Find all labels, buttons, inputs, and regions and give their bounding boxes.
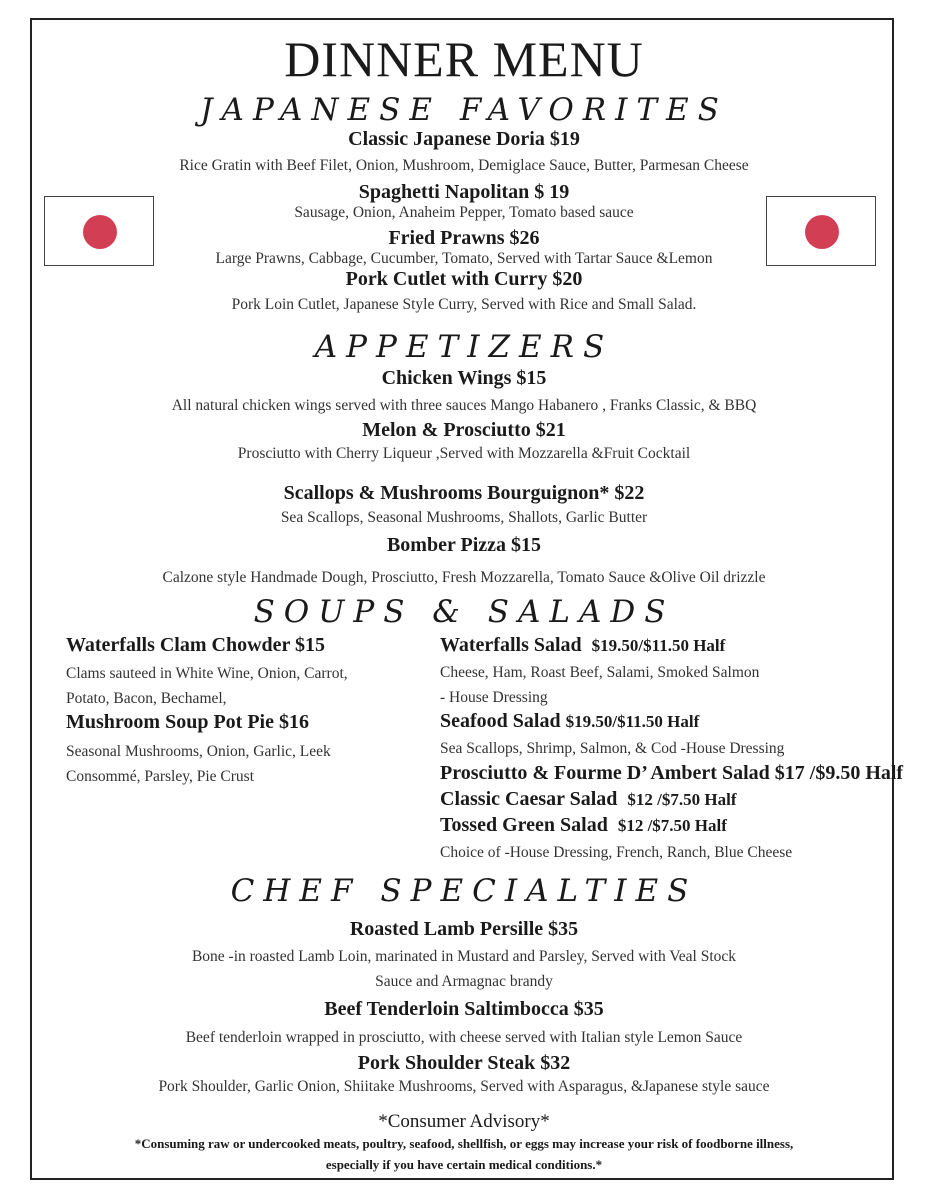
japan-flag-left [44, 196, 154, 266]
advisory-text: especially if you have certain medical conditions.* [325, 1157, 603, 1172]
menu-item-desc: - House Dressing [440, 689, 548, 706]
menu-item-desc: Potato, Bacon, Bechamel, [66, 690, 227, 707]
soups-column [66, 634, 348, 789]
menu-item-desc: Large Prawns, Cabbage, Cucumber, Tomato, Served with Tartar Sauce &Lemon [215, 250, 713, 267]
menu-item-name: Classic Caesar Salad $12 /$7.50 Half [440, 788, 737, 810]
menu-item-desc: Consommé, Parsley, Pie Crust [66, 768, 255, 785]
menu-item-name: Mushroom Soup Pot Pie $16 [66, 711, 309, 733]
section-heading-japanese: JAPANESE FAVORITES [200, 92, 728, 128]
menu-item-name: Scallops & Mushrooms Bourguignon* $22 [283, 482, 645, 504]
salads-column [440, 634, 903, 865]
menu-item-desc: Pork Shoulder, Garlic Onion, Shiitake Mushrooms, Served with Asparagus, &Japanese style sauce [158, 1078, 770, 1095]
flag-circle [805, 215, 839, 249]
menu-item-name: Pork Shoulder Steak $32 [357, 1052, 571, 1074]
menu-item-desc: Sausage, Onion, Anaheim Pepper, Tomato based sauce [294, 204, 634, 221]
price: $12 /$7.50 Half [617, 816, 727, 835]
menu-item-desc: Clams sauteed in White Wine, Onion, Carrot, [66, 665, 348, 682]
menu-item-name: Tossed Green Salad $12 /$7.50 Half [440, 814, 727, 836]
menu-item-name: Fried Prawns $26 [388, 227, 540, 249]
menu-item-desc: All natural chicken wings served with three sauces Mango Habanero , Franks Classic, & BBQ [171, 397, 757, 414]
japan-flag-right [766, 196, 876, 266]
menu-item-name: Waterfalls Clam Chowder $15 [66, 634, 326, 656]
menu-item-desc: Sauce and Armagnac brandy [375, 973, 553, 990]
advisory-title: *Consumer Advisory* [378, 1111, 550, 1132]
menu-item-name: Classic Japanese Doria $19 [348, 128, 580, 150]
menu-item-desc: Choice of -House Dressing, French, Ranch, Blue Cheese [440, 844, 793, 861]
menu-item-desc: Calzone style Handmade Dough, Prosciutto, Fresh Mozzarella, Tomato Sauce &Olive Oil drizzle [162, 569, 766, 586]
menu-item-name: Melon & Prosciutto $21 [362, 419, 566, 441]
menu-item-desc: Seasonal Mushrooms, Onion, Garlic, Leek [66, 743, 331, 760]
price: $19.50/$11.50 Half [565, 712, 700, 731]
menu-item-name: Seafood Salad $19.50/$11.50 Half [440, 710, 700, 732]
menu-item-desc: Rice Gratin with Beef Filet, Onion, Mushroom, Demiglace Sauce, Butter, Parmesan Cheese [179, 157, 749, 174]
advisory-text: *Consuming raw or undercooked meats, poultry, seafood, shellfish, or eggs may increase your risk of foodborne illness, [134, 1136, 794, 1151]
menu-item-desc: Sea Scallops, Seasonal Mushrooms, Shallots, Garlic Butter [280, 509, 648, 526]
menu-item-desc: Prosciutto with Cherry Liqueur ,Served with Mozzarella &Fruit Cocktail [237, 445, 691, 462]
menu-item-name: Chicken Wings $15 [381, 367, 547, 389]
section-heading-soups-salads: SOUPS & SALADS [253, 594, 675, 630]
price: $12 /$7.50 Half [627, 790, 737, 809]
section-heading-appetizers: APPETIZERS [314, 329, 614, 365]
menu-item-desc: Sea Scallops, Shrimp, Salmon, & Cod -House Dressing [440, 740, 785, 757]
menu-item-desc: Pork Loin Cutlet, Japanese Style Curry, Served with Rice and Small Salad. [231, 296, 697, 313]
menu-item-name: Waterfalls Salad $19.50/$11.50 Half [440, 634, 726, 656]
section-heading-chef: CHEF SPECIALTIES [230, 873, 698, 909]
menu-item-desc: Bone -in roasted Lamb Loin, marinated in Mustard and Parsley, Served with Veal Stock [191, 948, 737, 965]
price: $19.50/$11.50 Half [591, 636, 726, 655]
menu-item-desc: Beef tenderloin wrapped in prosciutto, with cheese served with Italian style Lemon Sauce [185, 1029, 743, 1046]
menu-item-name: Spaghetti Napolitan $ 19 [358, 181, 570, 203]
menu-item-name: Pork Cutlet with Curry $20 [345, 268, 583, 290]
menu-item-name: Beef Tenderloin Saltimbocca $35 [324, 998, 604, 1020]
menu-item-name: Roasted Lamb Persille $35 [349, 918, 579, 940]
menu-item-name: Prosciutto & Fourme D’ Ambert Salad $17 /$9.50 Half [440, 762, 904, 784]
page-title: DINNER MENU [284, 31, 644, 87]
menu-item-name: Bomber Pizza $15 [386, 534, 542, 556]
flag-circle [83, 215, 117, 249]
menu-item-desc: Cheese, Ham, Roast Beef, Salami, Smoked Salmon [440, 664, 760, 681]
